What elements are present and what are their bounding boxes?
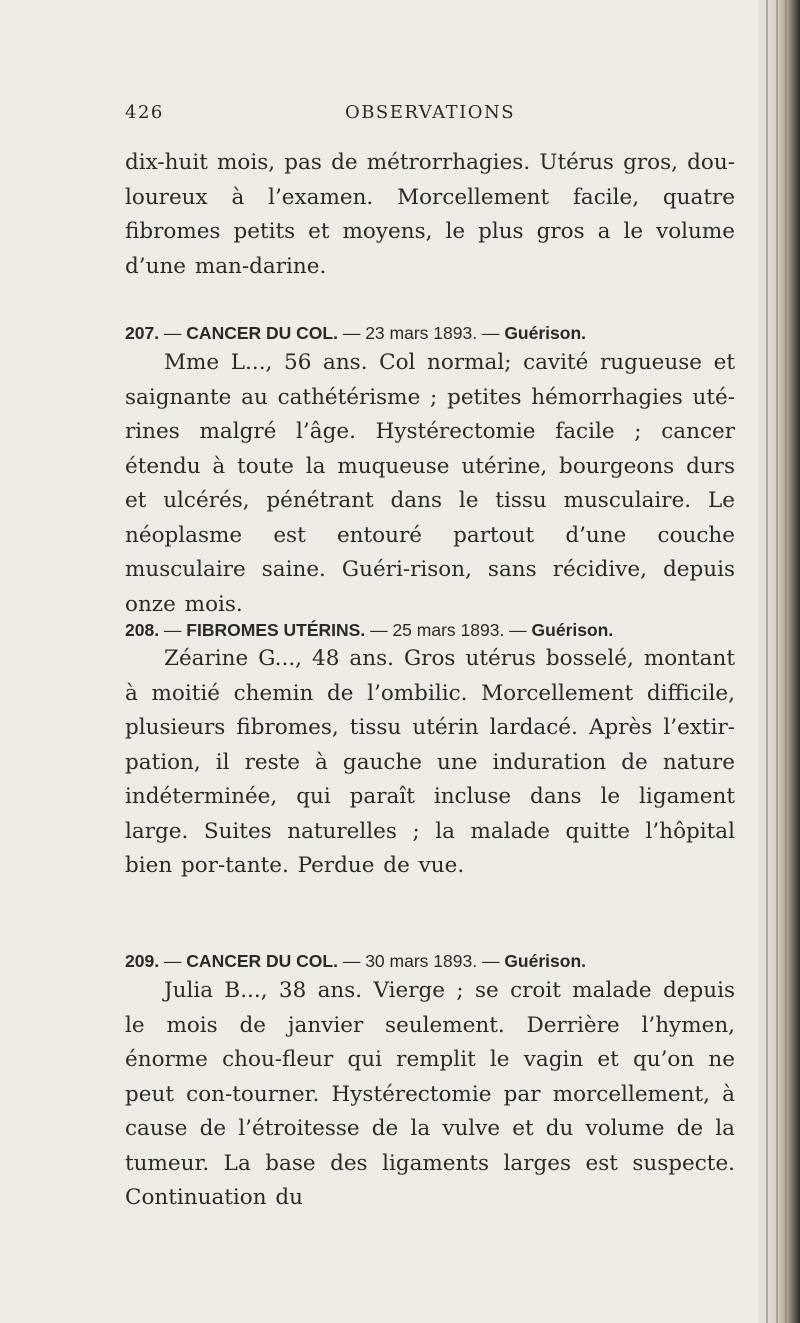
observation-208-heading: 208. — FIBROMES UTÉRINS. — 25 mars 1893. — Guérison. xyxy=(125,620,614,640)
observation-outcome: Guérison. xyxy=(504,323,586,343)
observation-207-body xyxy=(125,346,735,622)
observation-207-heading: 207. — CANCER DU COL. — 23 mars 1893. — Guérison. xyxy=(125,323,586,343)
page-edge-line xyxy=(766,0,768,1323)
page-header xyxy=(125,100,735,130)
patient-title: Mme xyxy=(164,350,220,375)
running-title: OBSERVATIONS xyxy=(344,102,516,123)
observation-title: FIBROMES UTÉRINS. xyxy=(186,620,366,640)
observation-208-body: Zéarine G..., 48 ans. Gros utérus bosselé, montant à moitié chemin de l’ombilic. Morcellement difficile, plusieurs fibromes, tissu utérin lardacé. Après l’extir-pation, il reste à gauche une induration de nature indéterminée, qui paraît incluse dans le ligament large. Suites naturelles ; la malade quitte l’hôpital bien por-tante. Perdue de vue. xyxy=(125,646,735,878)
observation-title: CANCER DU COL. xyxy=(186,323,338,343)
observation-date: 25 mars 1893. xyxy=(392,620,505,640)
observation-date: 30 mars 1893. xyxy=(365,951,478,971)
page-edge-line xyxy=(785,0,787,1323)
observation-number: 208. xyxy=(125,620,160,640)
observation-number: 207. xyxy=(125,323,160,343)
observation-outcome: Guérison. xyxy=(531,620,614,640)
page-edge-line xyxy=(776,0,778,1323)
observation-outcome: Guérison. xyxy=(504,951,586,971)
observation-209-body: Julia B..., 38 ans. Vierge ; se croit malade depuis le mois de janvier seulement. Derrière l’hymen, énorme chou-fleur qui remplit le vagin et qu’on ne peut con-tourner. Hystérectomie par morcellement, à cause de l’étroitesse de la vulve et du volume de la tumeur. La base des ligaments larges est suspecte. Continuation du xyxy=(125,978,735,1210)
observation-title: CANCER DU COL. xyxy=(186,951,338,971)
observation-text: L..., 56 ans. Col normal; cavité rugueuse et saignante au cathétérisme ; petites hémorrhagies uté-rines malgré l’âge. Hystérectomie facile ; cancer étendu à toute la muqueuse utérine, bourgeons durs et ulcérés, pénétrant dans le tissu musculaire. Le néoplasme est entouré partout d’une couche musculaire saine. Guéri-rison, sans récidive, depuis onze mois. xyxy=(125,350,735,617)
page-edge-shadow xyxy=(758,0,800,1323)
observation-209-heading: 209. — CANCER DU COL. — 30 mars 1893. — Guérison. xyxy=(125,951,586,971)
observation-number: 209. xyxy=(125,951,160,971)
page-number: 426 xyxy=(125,102,164,123)
continuation-paragraph: dix-huit mois, pas de métrorrhagies. Utérus gros, dou-loureux à l’examen. Morcellement facile, quatre fibromes petits et moyens, le plus gros a le volume d’une man-darine. xyxy=(125,150,735,279)
observation-date: 23 mars 1893. xyxy=(365,323,478,343)
